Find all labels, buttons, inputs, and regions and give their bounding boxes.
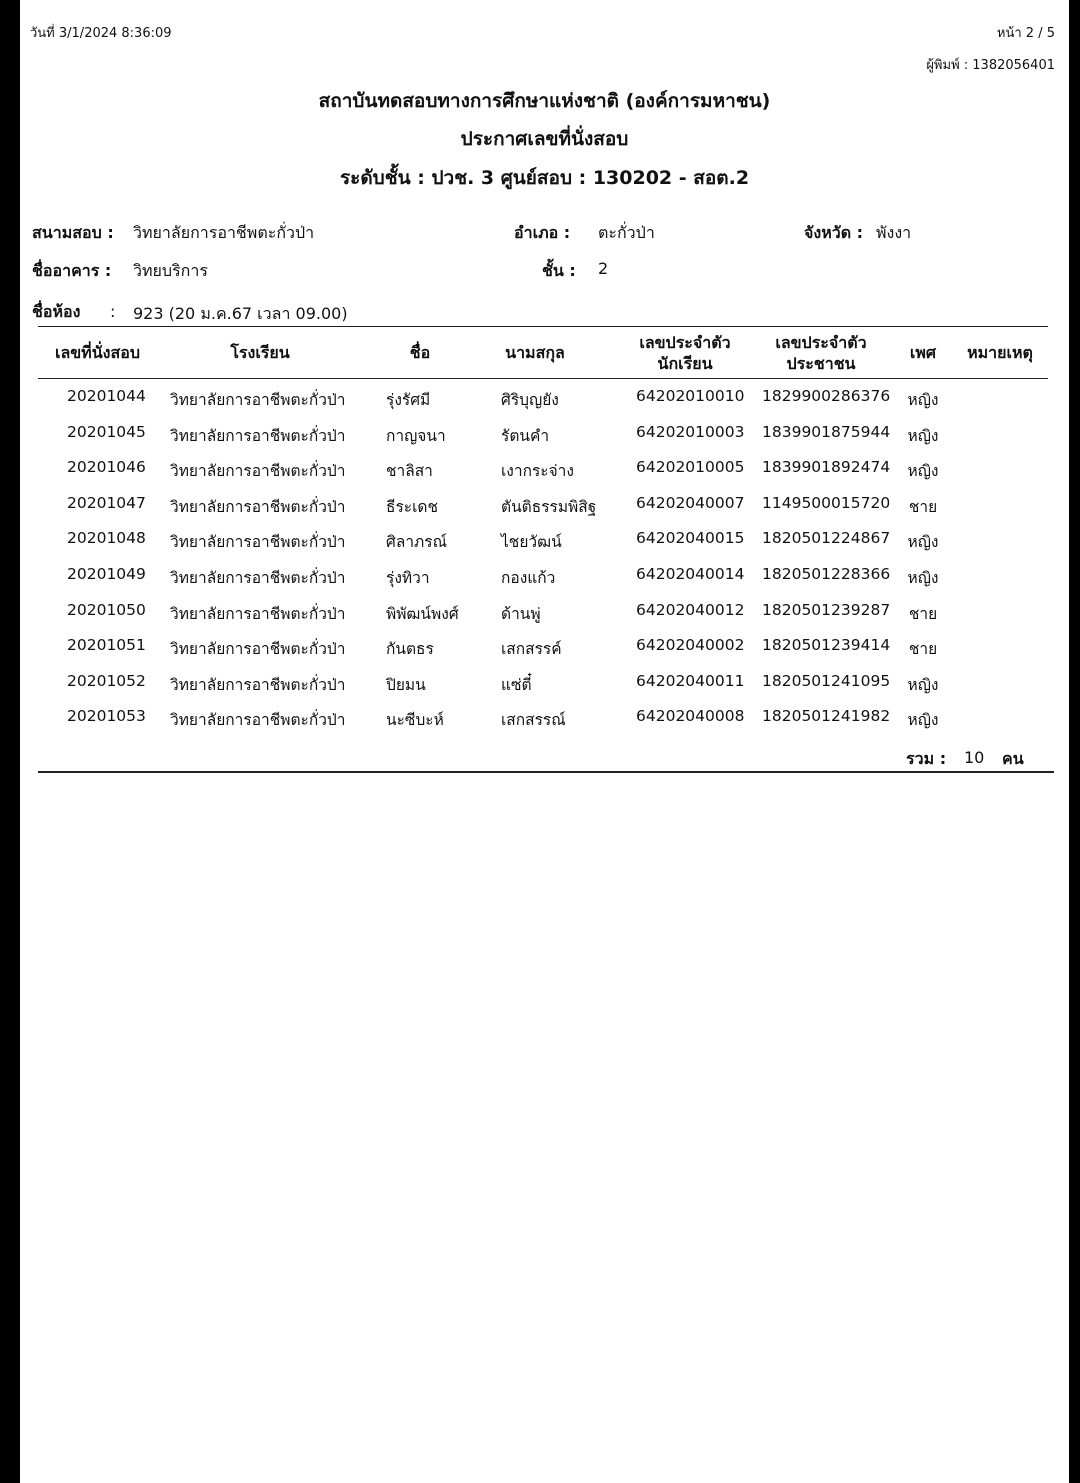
floor-label: ชั้น :	[542, 261, 576, 280]
cell-seat: 20201045	[67, 422, 146, 441]
cell-school: วิทยาลัยการอาชีพตะกั่วป่า	[170, 569, 346, 587]
cell-gender: หญิง	[907, 426, 939, 445]
cell-citizen-id: 1820501224867	[762, 529, 891, 548]
cell-student-id: 64202040008	[636, 707, 745, 726]
table-row	[20, 565, 1069, 589]
level-center-line: ระดับชั้น : ปวช. 3 ศูนย์สอบ : 130202 - สอต.2	[339, 167, 750, 189]
col-header-student-id	[620, 332, 750, 374]
cell-last-name: ด้านพู่	[501, 604, 541, 623]
cell-last-name: รัตนคำ	[501, 426, 550, 445]
table-row	[20, 636, 1069, 660]
cell-seat: 20201046	[67, 458, 146, 477]
org-title: สถาบันทดสอบทางการศึกษาแห่งชาติ (องค์การมหาชน)	[318, 90, 771, 112]
cell-school: วิทยาลัยการอาชีพตะกั่วป่า	[170, 711, 346, 730]
cell-last-name: ไชยวัฒน์	[501, 533, 562, 552]
room-label: ชื่อห้อง	[32, 302, 81, 321]
cell-student-id: 64202040002	[636, 636, 745, 655]
cell-first-name: กันตธร	[386, 640, 434, 659]
cell-school: วิทยาลัยการอาชีพตะกั่วป่า	[170, 604, 346, 623]
col-header-last-name: นามสกุล	[505, 343, 565, 362]
table-row	[20, 494, 1069, 518]
page-number: หน้า 2 / 5	[996, 26, 1055, 41]
total-unit: คน	[1002, 749, 1024, 768]
cell-gender: หญิง	[907, 533, 939, 552]
cell-first-name: ธีระเดช	[386, 497, 438, 516]
cell-citizen-id: 1839901875944	[762, 422, 891, 441]
announcement-title: ประกาศเลขที่นั่งสอบ	[460, 128, 629, 150]
col-header-school: โรงเรียน	[230, 343, 290, 362]
cell-citizen-id: 1820501239287	[762, 600, 891, 619]
col-header-citizen-id-line2: ประชาชน	[786, 354, 856, 373]
cell-seat: 20201053	[67, 707, 146, 726]
col-header-seat: เลขที่นั่งสอบ	[54, 343, 141, 362]
cell-first-name: ชาลิสา	[386, 462, 433, 481]
cell-seat: 20201044	[67, 387, 146, 405]
district-label: อำเภอ :	[514, 223, 571, 242]
floor-value: 2	[598, 259, 609, 278]
table-row	[20, 458, 1069, 482]
cell-seat: 20201050	[67, 600, 146, 619]
table-bottom-rule	[38, 771, 1054, 773]
cell-gender: ชาย	[908, 640, 938, 659]
cell-student-id: 64202040011	[636, 671, 745, 690]
table-row	[20, 601, 1069, 625]
cell-gender: ชาย	[908, 604, 938, 623]
printer-id: ผู้พิมพ์ : 1382056401	[926, 58, 1055, 73]
cell-first-name: ศิลาภรณ์	[386, 533, 447, 552]
province-label: จังหวัด :	[804, 223, 864, 242]
cell-citizen-id: 1149500015720	[762, 493, 891, 512]
col-header-student-id-line1: เลขประจำตัว	[639, 333, 731, 352]
cell-last-name: ตันติธรรมพิสิฐ	[501, 497, 597, 516]
cell-student-id: 64202010010	[636, 387, 745, 405]
cell-gender: ชาย	[908, 497, 938, 516]
table-top-rule	[38, 326, 1048, 327]
cell-gender: หญิง	[907, 711, 939, 730]
cell-last-name: แซ่ตี๋	[501, 675, 532, 694]
table-row	[20, 387, 1069, 411]
cell-citizen-id: 1829900286376	[762, 387, 891, 405]
cell-first-name: ปิยมน	[386, 675, 426, 694]
cell-school: วิทยาลัยการอาชีพตะกั่วป่า	[170, 533, 346, 552]
cell-school: วิทยาลัยการอาชีพตะกั่วป่า	[170, 426, 346, 445]
venue-value: วิทยาลัยการอาชีพตะกั่วป่า	[133, 223, 315, 242]
cell-seat: 20201052	[67, 671, 146, 690]
cell-student-id: 64202040012	[636, 600, 745, 619]
cell-last-name: กองแก้ว	[501, 569, 556, 587]
cell-first-name: พิพัฒน์พงศ์	[386, 604, 459, 623]
cell-citizen-id: 1820501239414	[762, 636, 891, 655]
cell-last-name: เสกสรรณ์	[501, 711, 566, 730]
cell-gender: หญิง	[907, 569, 939, 587]
building-label: ชื่ออาคาร :	[32, 261, 112, 280]
table-row	[20, 423, 1069, 447]
cell-student-id: 64202040007	[636, 493, 745, 512]
district-value: ตะกั่วป่า	[598, 223, 655, 242]
col-header-citizen-id	[755, 332, 887, 374]
cell-school: วิทยาลัยการอาชีพตะกั่วป่า	[170, 640, 346, 659]
cell-citizen-id: 1839901892474	[762, 458, 891, 477]
table-row	[20, 529, 1069, 553]
cell-seat: 20201048	[67, 529, 146, 548]
print-date: วันที่ 3/1/2024 8:36:09	[30, 26, 172, 41]
province-value: พังงา	[876, 223, 912, 242]
table-row	[20, 672, 1069, 696]
cell-school: วิทยาลัยการอาชีพตะกั่วป่า	[170, 391, 346, 409]
total-count: 10	[964, 748, 985, 767]
cell-seat: 20201049	[67, 565, 146, 583]
cell-first-name: รุ่งทิวา	[386, 569, 430, 587]
col-header-student-id-line2: นักเรียน	[657, 354, 713, 373]
table-row	[20, 707, 1069, 731]
cell-seat: 20201051	[67, 636, 146, 655]
cell-seat: 20201047	[67, 493, 146, 512]
cell-school: วิทยาลัยการอาชีพตะกั่วป่า	[170, 497, 346, 516]
cell-gender: หญิง	[907, 675, 939, 694]
cell-student-id: 64202040014	[636, 565, 745, 583]
document-page	[20, 0, 1069, 1483]
cell-gender: หญิง	[907, 391, 939, 409]
room-value: 923 (20 ม.ค.67 เวลา 09.00)	[133, 304, 348, 323]
cell-school: วิทยาลัยการอาชีพตะกั่วป่า	[170, 462, 346, 481]
cell-first-name: กาญจนา	[386, 426, 446, 445]
venue-label: สนามสอบ :	[32, 223, 114, 242]
col-header-gender: เพศ	[909, 343, 937, 362]
room-colon: :	[110, 302, 116, 321]
cell-citizen-id: 1820501241095	[762, 671, 891, 690]
cell-citizen-id: 1820501241982	[762, 707, 891, 726]
cell-first-name: รุ่งรัศมี	[386, 391, 431, 409]
cell-student-id: 64202040015	[636, 529, 745, 548]
table-header-rule	[38, 378, 1048, 379]
cell-last-name: เงากระจ่าง	[501, 462, 574, 481]
building-value: วิทยบริการ	[133, 261, 208, 280]
cell-first-name: นะซีบะห์	[386, 711, 444, 730]
total-label: รวม :	[906, 749, 947, 768]
col-header-citizen-id-line1: เลขประจำตัว	[775, 333, 867, 352]
col-header-note: หมายเหตุ	[967, 343, 1033, 362]
cell-school: วิทยาลัยการอาชีพตะกั่วป่า	[170, 675, 346, 694]
cell-student-id: 64202010003	[636, 422, 745, 441]
col-header-first-name: ชื่อ	[409, 343, 431, 362]
cell-student-id: 64202010005	[636, 458, 745, 477]
cell-gender: หญิง	[907, 462, 939, 481]
cell-last-name: เสกสรรค์	[501, 640, 562, 659]
cell-citizen-id: 1820501228366	[762, 565, 891, 583]
cell-last-name: ศิริบุญยัง	[501, 391, 559, 409]
